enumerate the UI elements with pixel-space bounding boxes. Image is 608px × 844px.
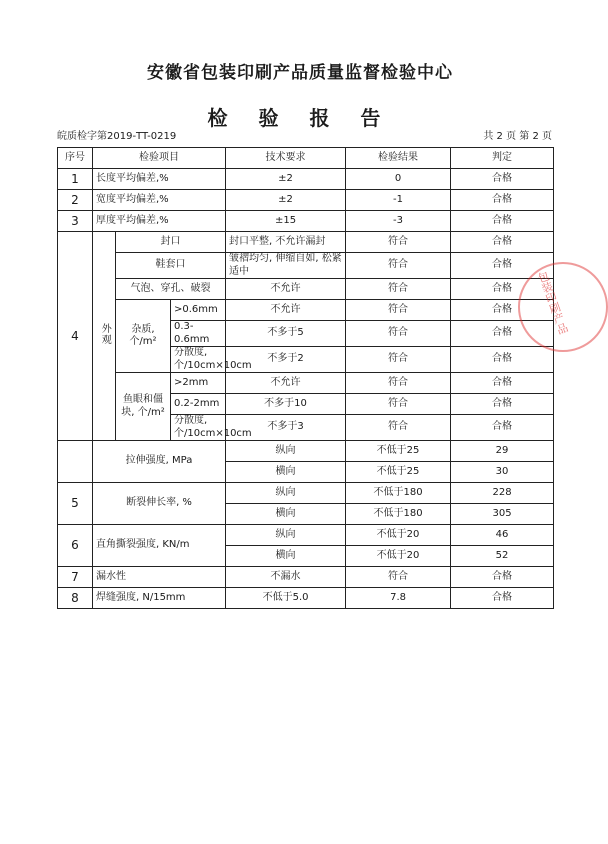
- direction: 纵向: [226, 525, 346, 546]
- result: 符合: [346, 567, 451, 588]
- requirement: 不允许: [226, 279, 346, 300]
- judgement: 合格: [451, 588, 554, 609]
- requirement: 不多于2: [226, 347, 346, 373]
- result: 0: [346, 169, 451, 190]
- fisheye-label: 鱼眼和僵块, 个/m²: [116, 373, 171, 441]
- row-number: 8: [58, 588, 93, 609]
- table-header-row: [58, 148, 554, 169]
- item-name: 封口: [116, 232, 226, 253]
- result: 符合: [346, 300, 451, 321]
- inspection-table: [57, 147, 554, 609]
- result: 符合: [346, 321, 451, 347]
- table-row: [58, 567, 554, 588]
- requirement: 不低于180: [346, 504, 451, 525]
- table-row: [58, 279, 554, 300]
- result: 30: [451, 462, 554, 483]
- judgement: 合格: [451, 253, 554, 279]
- judgement: 合格: [451, 347, 554, 373]
- requirement: 不低于5.0: [226, 588, 346, 609]
- table-row: [58, 300, 554, 321]
- table-row: [58, 190, 554, 211]
- direction: 横向: [226, 504, 346, 525]
- org-title: 安徽省包装印刷产品质量监督检验中心: [147, 63, 453, 83]
- report-number: 皖质检字第2019-TT-0219: [57, 131, 177, 142]
- direction: 横向: [226, 462, 346, 483]
- result: 符合: [346, 394, 451, 415]
- requirement: 不低于180: [346, 483, 451, 504]
- judgement: 合格: [451, 321, 554, 347]
- result: 52: [451, 546, 554, 567]
- header-item: 检验项目: [93, 148, 226, 169]
- requirement: 不低于25: [346, 441, 451, 462]
- appearance-label: 外观: [99, 322, 111, 345]
- requirement: 不低于25: [346, 462, 451, 483]
- header-requirement: 技术要求: [226, 148, 346, 169]
- row-number: 3: [58, 211, 93, 232]
- header-result: 检验结果: [346, 148, 451, 169]
- table-row: [58, 588, 554, 609]
- table-row: [58, 525, 554, 546]
- table-row: [58, 211, 554, 232]
- item-name: 气泡、穿孔、破裂: [116, 279, 226, 300]
- result: 29: [451, 441, 554, 462]
- requirement: 不漏水: [226, 567, 346, 588]
- requirement: ±15: [226, 211, 346, 232]
- requirement: ±2: [226, 169, 346, 190]
- direction: 纵向: [226, 483, 346, 504]
- table-row: [58, 232, 554, 253]
- result: 符合: [346, 232, 451, 253]
- judgement: 合格: [451, 190, 554, 211]
- requirement: 不允许: [226, 373, 346, 394]
- direction: 纵向: [226, 441, 346, 462]
- item-name: 宽度平均偏差,%: [93, 190, 226, 211]
- item-name: 焊缝强度, N/15mm: [93, 588, 226, 609]
- result: 符合: [346, 415, 451, 441]
- item-name: 断裂伸长率, %: [93, 483, 226, 525]
- row-number: 2: [58, 190, 93, 211]
- judgement: 合格: [451, 394, 554, 415]
- item-name: 长度平均偏差,%: [93, 169, 226, 190]
- judgement: 合格: [451, 279, 554, 300]
- result: -1: [346, 190, 451, 211]
- sub-item: >2mm: [171, 373, 226, 394]
- judgement: 合格: [451, 211, 554, 232]
- result: 符合: [346, 373, 451, 394]
- item-name: 厚度平均偏差,%: [93, 211, 226, 232]
- requirement: 不低于20: [346, 525, 451, 546]
- row-number: 4: [58, 232, 93, 441]
- row-number: 6: [58, 525, 93, 567]
- row-number: 1: [58, 169, 93, 190]
- row-number: 5: [58, 483, 93, 525]
- sub-item: 0.3-0.6mm: [171, 321, 226, 347]
- page-info: 共 2 页 第 2 页: [483, 131, 552, 142]
- stamp-text: 包装印刷产品: [535, 269, 570, 337]
- table-row: [58, 253, 554, 279]
- sub-item: 0.2-2mm: [171, 394, 226, 415]
- sub-item: 分散度, 个/10cm×10cm: [171, 347, 226, 373]
- item-name: 漏水性: [93, 567, 226, 588]
- requirement: ±2: [226, 190, 346, 211]
- result: 305: [451, 504, 554, 525]
- item-name: 鞋套口: [116, 253, 226, 279]
- report-title: 检 验 报 告: [207, 106, 393, 130]
- sub-item: >0.6mm: [171, 300, 226, 321]
- result: 7.8: [346, 588, 451, 609]
- requirement: 不低于20: [346, 546, 451, 567]
- judgement: 合格: [451, 567, 554, 588]
- judgement: 合格: [451, 169, 554, 190]
- judgement: 合格: [451, 373, 554, 394]
- result: 46: [451, 525, 554, 546]
- result: 符合: [346, 347, 451, 373]
- requirement: 不多于10: [226, 394, 346, 415]
- table-row: [58, 441, 554, 462]
- row-number: [58, 441, 93, 483]
- judgement: 合格: [451, 415, 554, 441]
- judgement: 合格: [451, 232, 554, 253]
- table-row: [58, 483, 554, 504]
- table-row: [58, 373, 554, 394]
- item-name: 拉伸强度, MPa: [93, 441, 226, 483]
- sub-item: 分散度, 个/10cm×10cm: [171, 415, 226, 441]
- item-name: 直角撕裂强度, KN/m: [93, 525, 226, 567]
- row-number: 7: [58, 567, 93, 588]
- result: -3: [346, 211, 451, 232]
- requirement: 不多于3: [226, 415, 346, 441]
- appearance-group-label: [93, 232, 116, 441]
- requirement: 封口平整, 不允许漏封: [226, 232, 346, 253]
- official-stamp: [518, 262, 608, 352]
- result: 符合: [346, 279, 451, 300]
- result: 228: [451, 483, 554, 504]
- requirement: 不允许: [226, 300, 346, 321]
- direction: 横向: [226, 546, 346, 567]
- result: 符合: [346, 253, 451, 279]
- requirement: 不多于5: [226, 321, 346, 347]
- impurity-label: 杂质, 个/m²: [116, 300, 171, 373]
- table-row: [58, 169, 554, 190]
- header-seq: 序号: [58, 148, 93, 169]
- judgement: 合格: [451, 300, 554, 321]
- header-judgement: 判定: [451, 148, 554, 169]
- requirement: 皱褶均匀, 伸缩自如, 松紧适中: [226, 253, 346, 279]
